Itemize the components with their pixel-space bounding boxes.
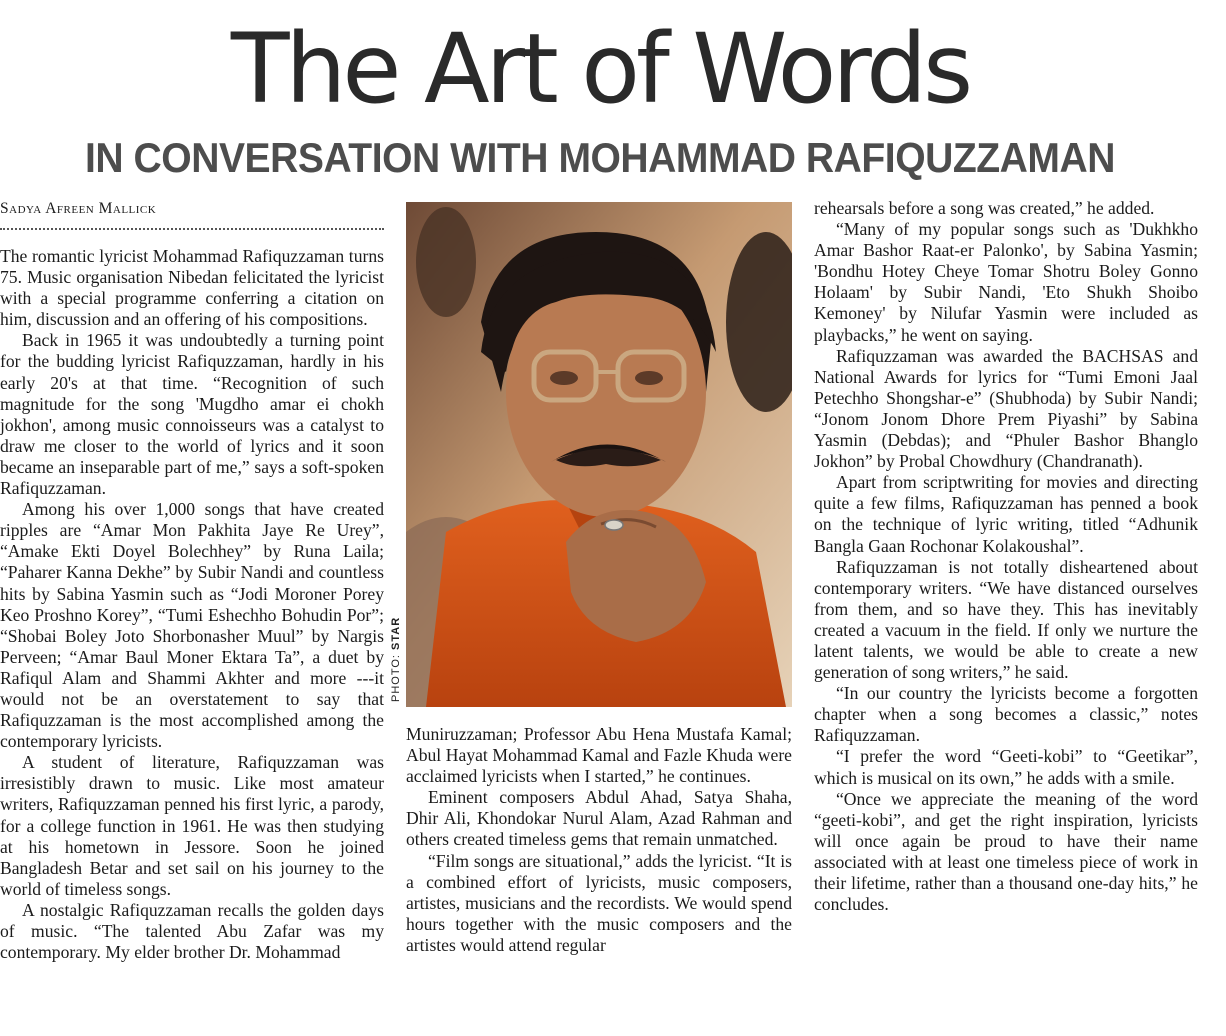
paragraph: Muniruzzaman; Professor Abu Hena Mustafa Kamal; Abul Hayat Mohammad Kamal and Fazle Khuda were acclaimed lyricists when I started,” he continues.: [406, 724, 792, 787]
byline: Sadya Afreen Mallick: [0, 200, 157, 217]
paragraph: Rafiquzzaman was awarded the BACHSAS and National Awards for lyrics for “Tumi Emoni Jaal Petechho Shongshar-e” (Shubhoda) by Subir Nandi; “Jonom Jonom Dhore Prem Piyashi” by Sabina Yasmin (Debdas); and “Phuler Bashor Bhanglo Jokhon” by Probal Chowdhury (Chandranath).: [814, 345, 1198, 472]
paragraph: “Many of my popular songs such as 'Dukhkho Amar Bashor Raat-er Palonko', by Sabina Yasmin; 'Bondhu Hotey Cheye Tomar Shotru Boley Gonno Holaam' by Subir Nandi, 'Eto Shukh Shoibo Kemoney' by Nilufar Yasmin were included as playbacks,” he went on saying.: [814, 219, 1198, 345]
column-1: [0, 246, 384, 963]
paragraph: “I prefer the word “Geeti-kobi” to “Geetikar”, which is musical on its own,” he adds with a smile.: [814, 746, 1198, 788]
paragraph: Rafiquzzaman is not totally disheartened about contemporary writers. “We have distanced ourselves from them, and so have they. This has inevitably created a vacuum in the field. If only we nurture the latent talents, we would be able to create a new generation of song writers,” he said.: [814, 556, 1198, 683]
photo-credit: [390, 617, 402, 702]
byline-divider: [0, 228, 384, 230]
column-2: [406, 724, 792, 956]
paragraph: “In our country the lyricists become a forgotten chapter when a song becomes a classic,” notes Rafiquzzaman.: [814, 683, 1198, 746]
paragraph: Apart from scriptwriting for movies and directing quite a few films, Rafiquzzaman has penned a book on the technique of lyric writing, titled “Adhunik Bangla Gaan Rochonar Kolakoushal”.: [814, 472, 1198, 556]
subheadline: IN CONVERSATION WITH MOHAMMAD RAFIQUZZAMAN: [85, 134, 1115, 181]
paragraph: Back in 1965 it was undoubtedly a turning point for the budding lyricist Rafiquzzaman, hardly in his early 20's at that time. “Recognition of such magnitude for the song 'Mugdho amar ei chokh jokhon', among music connoisseurs was a catalyst to draw me closer to the world of lyrics and it soon became an inseparable part of me,” says a soft-spoken Rafiquzzaman.: [0, 330, 384, 499]
paragraph: A nostalgic Rafiquzzaman recalls the golden days of music. “The talented Abu Zafar was my contemporary. My elder brother Dr. Mohammad: [0, 899, 384, 963]
paragraph: A student of literature, Rafiquzzaman was irresistibly drawn to music. Like most amateur writers, Rafiquzzaman penned his first lyric, a parody, for a college function in 1961. He was then studying at his hometown in Jessore. Soon he joined Bangladesh Betar and set sail on his journey to the world of timeless songs.: [0, 752, 384, 899]
photo-credit-name: STAR: [390, 616, 402, 650]
portrait-illustration: [406, 202, 792, 707]
paragraph: Among his over 1,000 songs that have created ripples are “Amar Mon Pakhita Jaye Re Urey”, “Amake Ekti Doyel Bolechhey” by Runa Laila; “Paharer Kanna Dekhe” by Subir Nandi and countless hits by Sabina Yasmin such as “Jodi Moroner Porey Keo Proshno Korey”, “Tumi Eshechho Bohudin Por”; “Shobai Boley Joto Shorbonasher Muul” by Nargis Perveen; “Amar Baul Moner Ektara Ta”, a duet by Rafiqul Alam and Shammi Akhter and more ---it would not be an overstatement to say that Rafiquzzaman is the most accomplished among the contemporary lyricists.: [0, 499, 384, 752]
paragraph: Eminent composers Abdul Ahad, Satya Shaha, Dhir Ali, Khondokar Nurul Alam, Azad Rahman and others created timeless gems that remain unmatched.: [406, 787, 792, 850]
paragraph: “Once we appreciate the meaning of the word “geeti-kobi”, and get the right inspiration, lyricists will once again be proud to have their name associated with at least one timeless piece of work in their lifetime, rather than a thousand one-day hits,” he concludes.: [814, 788, 1198, 915]
paragraph: “Film songs are situational,” adds the lyricist. “It is a combined effort of lyricists, music composers, artistes, musicians and the recordists. We would spend hours together with the music composers and the artistes would attend regular: [406, 850, 792, 955]
paragraph: The romantic lyricist Mohammad Rafiquzzaman turns 75. Music organisation Nibedan felicitated the lyricist with a special programme conferring a citation on him, discussion and an offering of his compositions.: [0, 246, 384, 330]
photo-credit-prefix: PHOTO:: [390, 649, 402, 702]
column-3: [814, 198, 1198, 915]
headline: The Art of Words: [230, 13, 970, 125]
portrait-photo: [406, 202, 792, 707]
paragraph: rehearsals before a song was created,” he added.: [814, 198, 1155, 218]
